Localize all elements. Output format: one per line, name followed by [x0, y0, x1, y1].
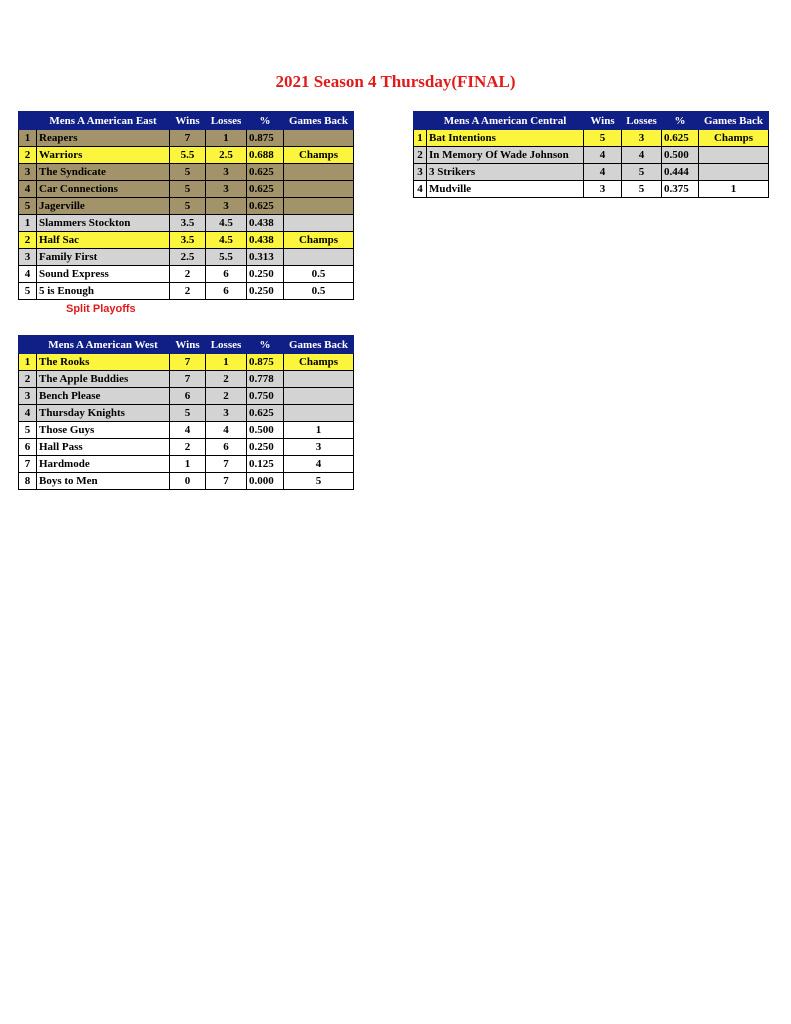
table-row	[19, 405, 354, 422]
wins-cell: 4	[584, 147, 622, 164]
rank-cell: 7	[19, 456, 37, 473]
percent-cell: 0.625	[662, 130, 699, 147]
table-row	[414, 181, 769, 198]
percent-cell: 0.125	[247, 456, 284, 473]
losses-cell: 4.5	[206, 215, 247, 232]
table-row	[19, 371, 354, 388]
losses-cell: 4	[622, 147, 662, 164]
games-back-column-header: Games Back	[284, 112, 354, 130]
division-name-header: Mens A American West	[37, 336, 170, 354]
losses-column-header: Losses	[622, 112, 662, 130]
team-name-cell: Bench Please	[37, 388, 170, 405]
percent-cell: 0.250	[247, 283, 284, 300]
percent-cell: 0.250	[247, 266, 284, 283]
wins-cell: 2	[170, 283, 206, 300]
rank-cell: 5	[19, 422, 37, 439]
losses-column-header: Losses	[206, 336, 247, 354]
losses-column-header: Losses	[206, 112, 247, 130]
wins-cell: 5	[170, 198, 206, 215]
losses-cell: 4	[206, 422, 247, 439]
table-row	[19, 283, 354, 300]
table-row	[19, 181, 354, 198]
table-row	[19, 232, 354, 249]
percent-cell: 0.625	[247, 164, 284, 181]
games-back-cell: Champs	[284, 147, 354, 164]
team-name-cell: The Rooks	[37, 354, 170, 371]
wins-cell: 7	[170, 130, 206, 147]
team-name-cell: In Memory Of Wade Johnson	[427, 147, 584, 164]
percent-column-header: %	[247, 336, 284, 354]
central-table-body	[414, 130, 769, 198]
losses-cell: 3	[206, 198, 247, 215]
rank-cell: 2	[19, 147, 37, 164]
table-row	[19, 249, 354, 266]
percent-cell: 0.500	[662, 147, 699, 164]
losses-cell: 3	[622, 130, 662, 147]
percent-cell: 0.444	[662, 164, 699, 181]
games-back-cell: Champs	[284, 354, 354, 371]
wins-cell: 6	[170, 388, 206, 405]
percent-cell: 0.625	[247, 198, 284, 215]
losses-cell: 3	[206, 405, 247, 422]
rank-cell: 3	[414, 164, 427, 181]
wins-column-header: Wins	[584, 112, 622, 130]
percent-cell: 0.000	[247, 473, 284, 490]
games-back-cell	[284, 388, 354, 405]
table-row	[19, 456, 354, 473]
rank-cell: 3	[19, 249, 37, 266]
rank-cell: 4	[19, 266, 37, 283]
losses-cell: 5.5	[206, 249, 247, 266]
wins-cell: 3.5	[170, 232, 206, 249]
percent-cell: 0.438	[247, 232, 284, 249]
team-name-cell: 3 Strikers	[427, 164, 584, 181]
losses-cell: 3	[206, 164, 247, 181]
table-row	[19, 354, 354, 371]
team-name-cell: Hardmode	[37, 456, 170, 473]
losses-cell: 6	[206, 439, 247, 456]
table-row	[19, 388, 354, 405]
percent-column-header: %	[247, 112, 284, 130]
rank-cell: 4	[19, 405, 37, 422]
team-name-cell: Jagerville	[37, 198, 170, 215]
table-row	[19, 215, 354, 232]
games-back-cell	[284, 371, 354, 388]
team-name-cell: The Apple Buddies	[37, 371, 170, 388]
rank-column-header	[19, 112, 37, 130]
rank-cell: 5	[19, 198, 37, 215]
central-header-row	[414, 112, 769, 130]
team-name-cell: Hall Pass	[37, 439, 170, 456]
west-table-body	[19, 354, 354, 490]
table-row	[414, 164, 769, 181]
losses-cell: 1	[206, 130, 247, 147]
games-back-cell: 4	[284, 456, 354, 473]
wins-cell: 5	[170, 181, 206, 198]
table-row	[19, 422, 354, 439]
losses-cell: 5	[622, 164, 662, 181]
games-back-column-header: Games Back	[699, 112, 769, 130]
team-name-cell: Bat Intentions	[427, 130, 584, 147]
percent-cell: 0.750	[247, 388, 284, 405]
games-back-cell: Champs	[699, 130, 769, 147]
wins-cell: 7	[170, 371, 206, 388]
team-name-cell: Warriors	[37, 147, 170, 164]
wins-cell: 0	[170, 473, 206, 490]
rank-column-header	[414, 112, 427, 130]
losses-cell: 2	[206, 371, 247, 388]
games-back-cell	[699, 164, 769, 181]
games-back-cell: 5	[284, 473, 354, 490]
games-back-cell: 0.5	[284, 283, 354, 300]
wins-cell: 4	[584, 164, 622, 181]
losses-cell: 7	[206, 473, 247, 490]
east-standings-table	[18, 111, 354, 300]
wins-cell: 5.5	[170, 147, 206, 164]
wins-cell: 1	[170, 456, 206, 473]
rank-cell: 5	[19, 283, 37, 300]
split-playoffs-note: Split Playoffs	[66, 303, 136, 315]
rank-cell: 1	[19, 130, 37, 147]
games-back-cell: 0.5	[284, 266, 354, 283]
wins-column-header: Wins	[170, 336, 206, 354]
wins-column-header: Wins	[170, 112, 206, 130]
percent-cell: 0.625	[247, 181, 284, 198]
rank-column-header	[19, 336, 37, 354]
west-header-row	[19, 336, 354, 354]
wins-cell: 7	[170, 354, 206, 371]
losses-cell: 6	[206, 266, 247, 283]
team-name-cell: Half Sac	[37, 232, 170, 249]
wins-cell: 2	[170, 266, 206, 283]
rank-cell: 1	[414, 130, 427, 147]
percent-column-header: %	[662, 112, 699, 130]
games-back-cell: 3	[284, 439, 354, 456]
losses-cell: 1	[206, 354, 247, 371]
wins-cell: 3.5	[170, 215, 206, 232]
rank-cell: 1	[19, 354, 37, 371]
central-standings-table	[413, 111, 769, 198]
rank-cell: 6	[19, 439, 37, 456]
wins-cell: 3	[584, 181, 622, 198]
table-row	[414, 147, 769, 164]
games-back-cell	[284, 130, 354, 147]
games-back-cell	[284, 164, 354, 181]
losses-cell: 2	[206, 388, 247, 405]
team-name-cell: 5 is Enough	[37, 283, 170, 300]
losses-cell: 4.5	[206, 232, 247, 249]
losses-cell: 5	[622, 181, 662, 198]
rank-cell: 2	[19, 232, 37, 249]
games-back-cell	[284, 405, 354, 422]
rank-cell: 8	[19, 473, 37, 490]
rank-cell: 2	[414, 147, 427, 164]
games-back-cell	[699, 147, 769, 164]
table-row	[19, 164, 354, 181]
rank-cell: 4	[19, 181, 37, 198]
percent-cell: 0.250	[247, 439, 284, 456]
table-row	[19, 147, 354, 164]
percent-cell: 0.313	[247, 249, 284, 266]
rank-cell: 2	[19, 371, 37, 388]
percent-cell: 0.438	[247, 215, 284, 232]
west-standings-table	[18, 335, 354, 490]
games-back-cell: 1	[699, 181, 769, 198]
table-row	[19, 266, 354, 283]
percent-cell: 0.625	[247, 405, 284, 422]
team-name-cell: Boys to Men	[37, 473, 170, 490]
percent-cell: 0.778	[247, 371, 284, 388]
rank-cell: 1	[19, 215, 37, 232]
table-row	[19, 473, 354, 490]
division-name-header: Mens A American Central	[427, 112, 584, 130]
team-name-cell: Sound Express	[37, 266, 170, 283]
games-back-column-header: Games Back	[284, 336, 354, 354]
games-back-cell: Champs	[284, 232, 354, 249]
percent-cell: 0.875	[247, 130, 284, 147]
percent-cell: 0.688	[247, 147, 284, 164]
losses-cell: 2.5	[206, 147, 247, 164]
team-name-cell: Mudville	[427, 181, 584, 198]
percent-cell: 0.500	[247, 422, 284, 439]
team-name-cell: Reapers	[37, 130, 170, 147]
team-name-cell: The Syndicate	[37, 164, 170, 181]
division-name-header: Mens A American East	[37, 112, 170, 130]
table-row	[19, 198, 354, 215]
wins-cell: 2.5	[170, 249, 206, 266]
games-back-cell	[284, 249, 354, 266]
percent-cell: 0.375	[662, 181, 699, 198]
wins-cell: 5	[584, 130, 622, 147]
page-title: 2021 Season 4 Thursday(FINAL)	[275, 72, 516, 91]
wins-cell: 5	[170, 164, 206, 181]
games-back-cell: 1	[284, 422, 354, 439]
wins-cell: 2	[170, 439, 206, 456]
rank-cell: 3	[19, 164, 37, 181]
table-row	[19, 439, 354, 456]
percent-cell: 0.875	[247, 354, 284, 371]
east-table-body	[19, 130, 354, 300]
east-header-row	[19, 112, 354, 130]
wins-cell: 5	[170, 405, 206, 422]
team-name-cell: Car Connections	[37, 181, 170, 198]
team-name-cell: Those Guys	[37, 422, 170, 439]
rank-cell: 4	[414, 181, 427, 198]
losses-cell: 6	[206, 283, 247, 300]
losses-cell: 3	[206, 181, 247, 198]
games-back-cell	[284, 181, 354, 198]
rank-cell: 3	[19, 388, 37, 405]
team-name-cell: Family First	[37, 249, 170, 266]
team-name-cell: Thursday Knights	[37, 405, 170, 422]
games-back-cell	[284, 198, 354, 215]
games-back-cell	[284, 215, 354, 232]
table-row	[414, 130, 769, 147]
table-row	[19, 130, 354, 147]
losses-cell: 7	[206, 456, 247, 473]
wins-cell: 4	[170, 422, 206, 439]
team-name-cell: Slammers Stockton	[37, 215, 170, 232]
